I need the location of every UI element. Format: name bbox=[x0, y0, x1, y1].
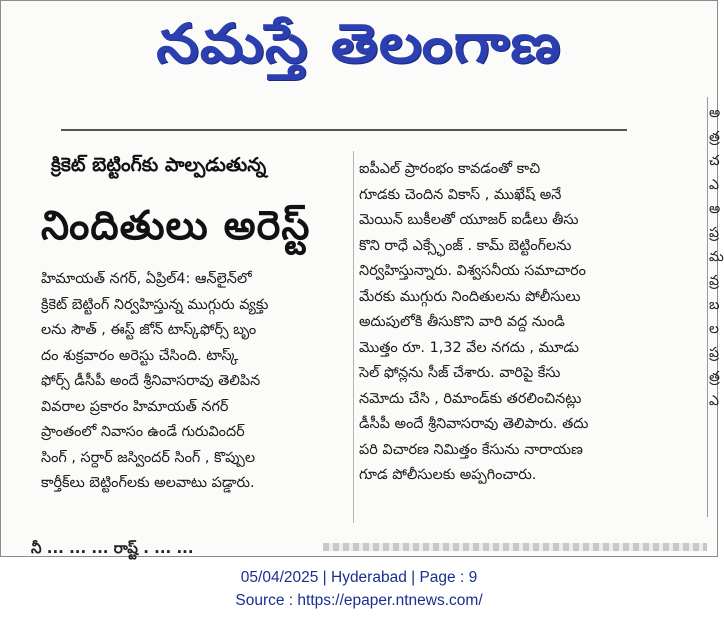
article-line: లను సౌత్ , ఈస్ట్ జోన్ టాస్క్‌ఫోర్స్ బృం bbox=[41, 322, 257, 338]
adjacent-article-line: చ bbox=[709, 153, 720, 169]
adjacent-article-line: మ bbox=[709, 249, 724, 265]
article-line: మేరకు ముగ్గురు నిందితులను పోలీసులు bbox=[359, 288, 581, 305]
article-line: ప్రాంతంలో నివాసం ఉండే గురువిందర్ bbox=[41, 424, 245, 440]
article-line: నిర్వహిస్తున్నారు. విశ్వసనీయ సమాచారం bbox=[359, 263, 586, 279]
article-line: మెయిన్ బుకీలతో యూజర్ ఐడీలు తీసు bbox=[359, 212, 579, 228]
article-line: క్రికెట్ బెట్టింగ్ నిర్వహిస్తున్న ముగ్గురు వ్యక్తు bbox=[41, 296, 269, 313]
next-article-fragment: నీ ... ... ... రాష్ట్ . ... ... bbox=[31, 539, 194, 557]
next-article-strip bbox=[1, 539, 717, 557]
article-line: మొత్తం రూ. 1,32 వేల నగదు , మూడు bbox=[359, 339, 580, 356]
adjacent-article-line: ఎ bbox=[709, 393, 719, 409]
column-divider bbox=[353, 151, 354, 523]
source-footer bbox=[0, 566, 718, 612]
article-line: సెల్ ఫోన్లను సీజ్ చేశారు. వారిపై కేసు bbox=[359, 365, 561, 381]
article-line: హిమాయత్ నగర్, ఏప్రిల్4: ఆన్‌లైన్‌లో bbox=[41, 271, 252, 287]
article-line: ఐపీఎల్ ప్రారంభం కావడంతో కాచి bbox=[359, 161, 541, 177]
article-line: కార్తీక్‌లు బెట్టింగ్‌లకు అలవాటు పడ్డారు. bbox=[41, 475, 255, 491]
article-line: డీసీపీ అందే శ్రీనివాసరావు తెలిపారు. తదు bbox=[359, 416, 589, 432]
article-line: పరి విచారణ నిమిత్తం కేసును నారాయణ bbox=[359, 441, 583, 458]
article-line: సింగ్ , సర్దార్ జస్విందర్ సింగ్ , కొప్పుల bbox=[41, 449, 256, 466]
article-line: గూడకు చెందిన వికాస్ , ముఖేష్ అనే bbox=[359, 186, 562, 203]
adjacent-article-line: వ్ర bbox=[709, 273, 719, 289]
right-column-divider bbox=[707, 97, 708, 517]
adjacent-article-line: త్ర bbox=[709, 369, 720, 385]
article-line: అదుపులోకి తీసుకొని వారి వద్ద నుండి bbox=[359, 314, 565, 330]
adjacent-article-line: ప్ర bbox=[709, 225, 719, 241]
masthead bbox=[1, 5, 717, 91]
article-line: ఫోర్స్ డీసీపీ అందే శ్రీనివాసరావు తెలిపిన bbox=[41, 373, 261, 389]
newspaper-title: నమస్తే తెలంగాణ bbox=[156, 12, 562, 75]
adjacent-article-line: ఎ bbox=[709, 177, 719, 193]
adjacent-article-line: ల bbox=[709, 321, 719, 337]
article-column-middle bbox=[359, 157, 649, 489]
article-line: కొని రాధే ఎక్స్ఛేంజ్ . కామ్ బెట్టింగ్‌లను bbox=[359, 237, 572, 254]
next-article-band bbox=[323, 543, 707, 551]
adjacent-article-line: త్ర bbox=[709, 129, 720, 145]
adjacent-article-line: అ bbox=[709, 201, 721, 217]
adjacent-article-line: బ bbox=[709, 297, 720, 313]
article-line: గూడ పోలీసులకు అప్పగించారు. bbox=[359, 467, 537, 483]
article-line: నమోదు చేసి , రిమాండ్‌కు తరలించినట్లు bbox=[359, 390, 582, 407]
article-line: వివరాల ప్రకారం హిమాయత్ నగర్ bbox=[41, 398, 229, 415]
date-city-page-line: 05/04/2025 | Hyderabad | Page : 9 bbox=[240, 569, 478, 586]
article-headline: నిందితులు అరెస్ట్ bbox=[41, 203, 311, 249]
article-column-left bbox=[41, 267, 359, 497]
article-kicker: క్రికెట్ బెట్టింగ్‌కు పాల్పడుతున్న bbox=[51, 154, 267, 176]
article-line: దం శుక్రవారం అరెస్టు చేసింది. టాస్క్ bbox=[41, 347, 239, 364]
adjacent-article-line: అ bbox=[709, 105, 721, 121]
top-divider-rule bbox=[61, 129, 627, 131]
adjacent-article-line: ప్ర bbox=[709, 345, 719, 361]
source-url-line: Source : https://epaper.ntnews.com/ bbox=[235, 592, 483, 609]
adjacent-article-fragment bbox=[709, 101, 724, 521]
